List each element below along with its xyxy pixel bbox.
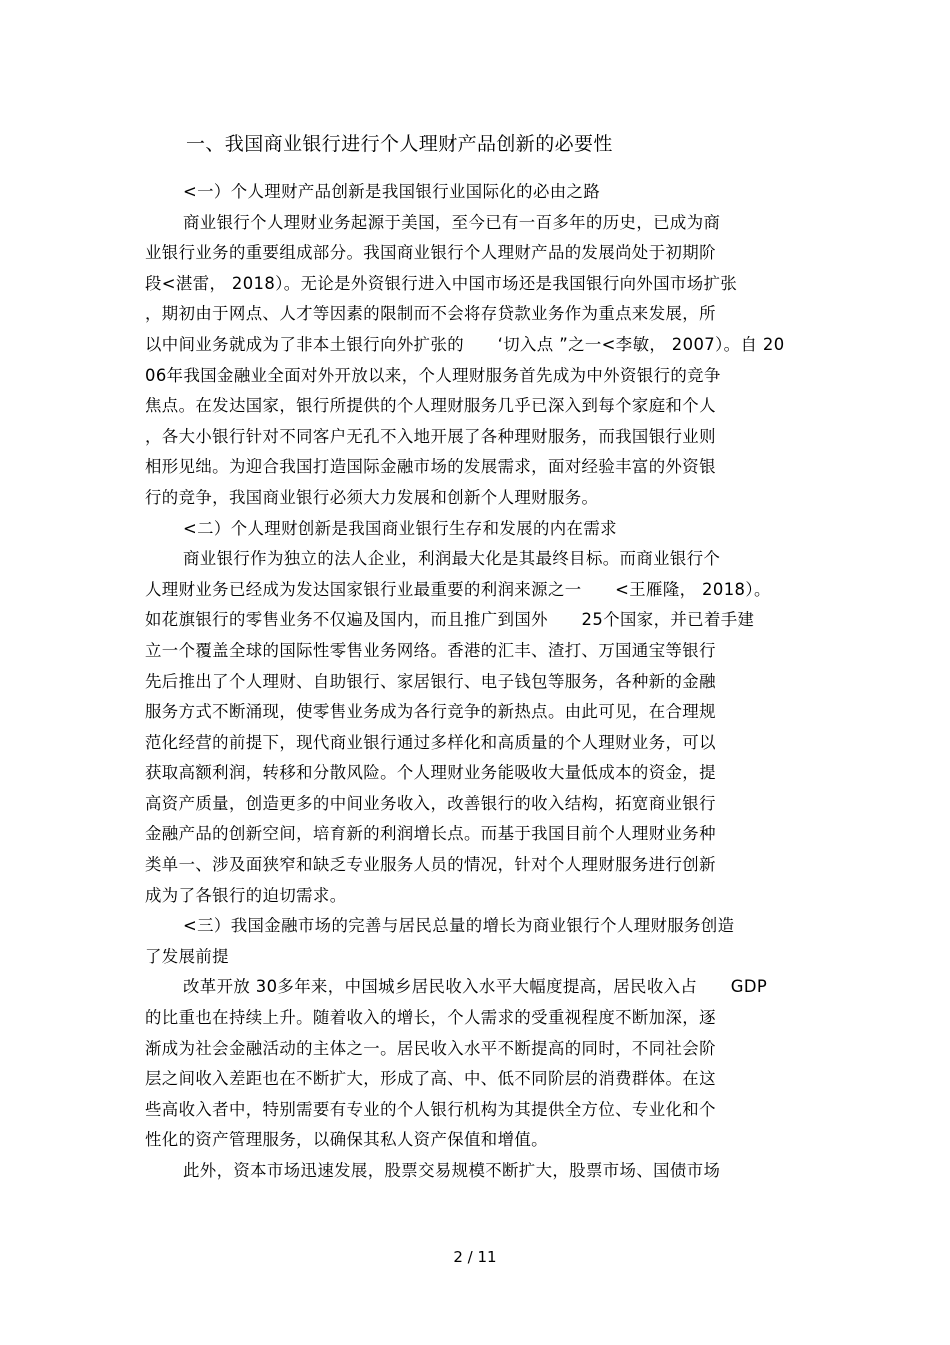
section-title: 一、我国商业银行进行个人理财产品创新的必要性 [186,133,613,155]
paragraph-line: 段<湛雷， 2018）。无论是外资银行进入中国市场还是我国银行向外国市场扩张 [145,273,738,293]
subheading-3: <三）我国金融市场的完善与居民总量的增长为商业银行个人理财服务创造 [183,916,735,936]
paragraph-line: 商业银行个人理财业务起源于美国，至今已有一百多年的历史，已成为商 [183,212,721,232]
paragraph-line: 商业银行作为独立的法人企业，利润最大化是其最终目标。而商业银行个 [183,549,721,569]
paragraph-line: 如花旗银行的零售业务不仅遍及国内，而且推广到国外 25个国家，并已着手建 [145,610,755,630]
paragraph-line: 立一个覆盖全球的国际性零售业务网络。香港的汇丰、渣打、万国通宝等银行 [145,640,716,660]
subheading-3-cont: 了发展前提 [145,946,229,966]
paragraph-line: 金融产品的创新空间，培育新的利润增长点。而基于我国目前个人理财业务种 [145,824,716,844]
paragraph-line: 性化的资产管理服务，以确保其私人资产保值和增值。 [145,1130,548,1150]
paragraph-line: 相形见绌。为迎合我国打造国际金融市场的发展需求，面对经验丰富的外资银 [145,457,716,477]
paragraph-line: 人理财业务已经成为发达国家银行业最重要的利润来源之一 <王雁隆， 2018）。 [145,579,771,599]
paragraph-line: 焦点。在发达国家，银行所提供的个人理财服务几乎已深入到每个家庭和个人 [145,396,716,416]
paragraph-line: ，各大小银行针对不同客户无孔不入地开展了各种理财服务，而我国银行业则 [145,426,716,446]
paragraph-line: 06年我国金融业全面对外开放以来，个人理财服务首先成为中外资银行的竞争 [145,365,721,385]
paragraph-line: 行的竞争，我国商业银行必须大力发展和创新个人理财服务。 [145,487,599,507]
paragraph-line: 的比重也在持续上升。随着收入的增长，个人需求的受重视程度不断加深，逐 [145,1008,716,1028]
paragraph-line: 以中间业务就成为了非本土银行向外扩张的 ‘切入点 ”之一<李敏， 2007）。自 20 [145,334,785,354]
paragraph-line: ，期初由于网点、人才等因素的限制而不会将存贷款业务作为重点来发展，所 [145,304,716,324]
paragraph-line: 服务方式不断涌现，使零售业务成为各行竞争的新热点。由此可见，在合理规 [145,702,716,722]
paragraph-line: 此外，资本市场迅速发展，股票交易规模不断扩大，股票市场、国债市场 [183,1161,721,1180]
paragraph-line: 范化经营的前提下，现代商业银行通过多样化和高质量的个人理财业务，可以 [145,732,716,752]
subheading-2: <二）个人理财创新是我国商业银行生存和发展的内在需求 [183,518,617,538]
paragraph-line: 获取高额利润，转移和分散风险。个人理财业务能吸收大量低成本的资金，提 [145,763,716,783]
paragraph-line: 业银行业务的重要组成部分。我国商业银行个人理财产品的发展尚处于初期阶 [145,243,716,263]
paragraph-line: 渐成为社会金融活动的主体之一。居民收入水平不断提高的同时，不同社会阶 [145,1038,716,1058]
subheading-1: <一）个人理财产品创新是我国银行业国际化的必由之路 [183,182,601,201]
page-number: 2 / 11 [453,1248,497,1266]
body-text [145,177,785,1187]
paragraph-line: 些高收入者中，特别需要有专业的个人银行机构为其提供全方位、专业化和个 [145,1099,716,1119]
paragraph-line: 层之间收入差距也在不断扩大，形成了高、中、低不同阶层的消费群体。在这 [145,1069,716,1089]
paragraph-line: 类单一、涉及面狭窄和缺乏专业服务人员的情况，针对个人理财服务进行创新 [145,855,716,875]
paragraph-line: 改革开放 30多年来，中国城乡居民收入水平大幅度提高，居民收入占 GDP [183,977,768,997]
paragraph-line: 先后推出了个人理财、自助银行、家居银行、电子钱包等服务，各种新的金融 [145,671,716,691]
paragraph-line: 高资产质量，创造更多的中间业务收入，改善银行的收入结构，拓宽商业银行 [145,793,716,813]
paragraph-line: 成为了各银行的迫切需求。 [145,885,347,905]
